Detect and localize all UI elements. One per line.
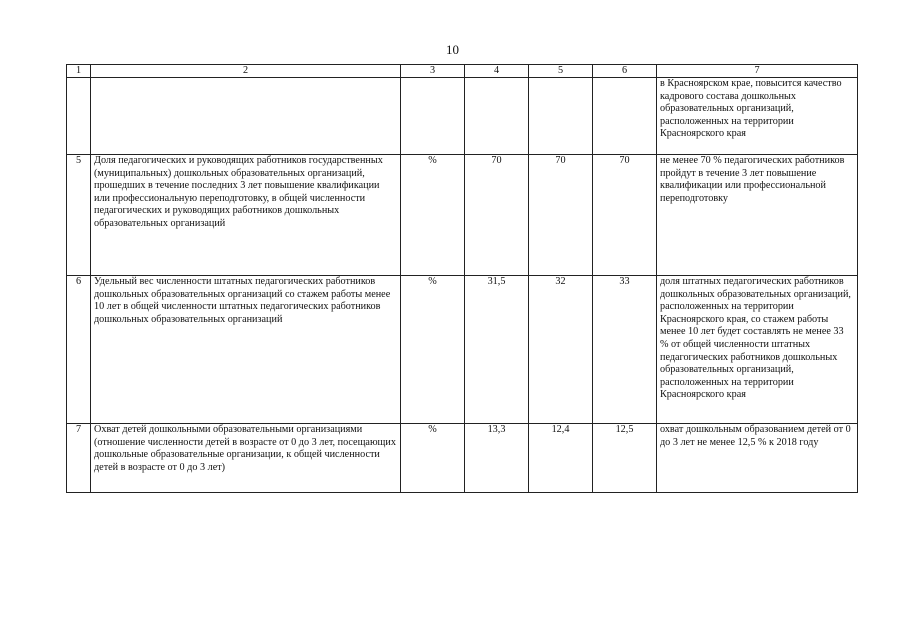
result-cell: охват дошкольным образованием детей от 0 до 3 лет не менее 12,5 % к 2018 году bbox=[657, 424, 858, 493]
row-number: 6 bbox=[67, 276, 91, 424]
page-number: 10 bbox=[446, 42, 459, 57]
column-header: 4 bbox=[465, 65, 529, 78]
column-header: 6 bbox=[593, 65, 657, 78]
column-header: 3 bbox=[401, 65, 465, 78]
empty-cell bbox=[593, 78, 657, 155]
table-header-row bbox=[67, 65, 858, 78]
indicator-cell: Удельный вес численности штатных педагогических работников дошкольных образовательных организаций со стажем работы менее 10 лет в общей численности штатных педагогических работников дошкольных образовательных организаций bbox=[91, 276, 401, 424]
value-cell: 12,4 bbox=[529, 424, 593, 493]
value-cell: 70 bbox=[593, 155, 657, 276]
unit-cell: % bbox=[401, 155, 465, 276]
empty-cell bbox=[91, 78, 401, 155]
value-cell: 33 bbox=[593, 276, 657, 424]
value-cell: 32 bbox=[529, 276, 593, 424]
value-cell: 70 bbox=[465, 155, 529, 276]
indicator-cell: Доля педагогических и руководящих работников государственных (муниципальных) дошкольных образовательных организаций, прошедших в течение последних 3 лет повышение квалификации или профессиональную переподготовку, в общей численности педагогических и руководящих работников дошкольных образовательных организаций bbox=[91, 155, 401, 276]
unit-cell: % bbox=[401, 424, 465, 493]
table-row-continuation bbox=[67, 78, 858, 155]
empty-cell bbox=[465, 78, 529, 155]
empty-cell bbox=[401, 78, 465, 155]
table-row bbox=[67, 155, 858, 276]
result-cell: доля штатных педагогических работников дошкольных образовательных организаций, расположенных на территории Красноярского края, со стажем работы менее 10 лет будет составлять не менее 33 % от общей численности штатных педагогических работников дошкольных образовательных организаций, расположенных на территории Красноярского края bbox=[657, 276, 858, 424]
column-header: 7 bbox=[657, 65, 858, 78]
column-header: 2 bbox=[91, 65, 401, 78]
row-number: 5 bbox=[67, 155, 91, 276]
column-header: 1 bbox=[67, 65, 91, 78]
table-row bbox=[67, 276, 858, 424]
value-cell: 13,3 bbox=[465, 424, 529, 493]
value-cell: 31,5 bbox=[465, 276, 529, 424]
unit-cell: % bbox=[401, 276, 465, 424]
empty-cell bbox=[529, 78, 593, 155]
result-cell: в Красноярском крае, повысится качество кадрового состава дошкольных образовательных организаций, расположенных на территории Красноярского края bbox=[657, 78, 858, 155]
indicator-cell: Охват детей дошкольными образовательными организациями (отношение численности детей в возрасте от 0 до 3 лет, посещающих дошкольные образовательные организации, к общей численности детей в возрасте от 0 до 3 лет) bbox=[91, 424, 401, 493]
row-number: 7 bbox=[67, 424, 91, 493]
table-row bbox=[67, 424, 858, 493]
result-cell: не менее 70 % педагогических работников пройдут в течение 3 лет повышение квалификации или профессиональной переподготовку bbox=[657, 155, 858, 276]
empty-cell bbox=[67, 78, 91, 155]
indicators-table bbox=[66, 64, 858, 493]
value-cell: 70 bbox=[529, 155, 593, 276]
value-cell: 12,5 bbox=[593, 424, 657, 493]
column-header: 5 bbox=[529, 65, 593, 78]
